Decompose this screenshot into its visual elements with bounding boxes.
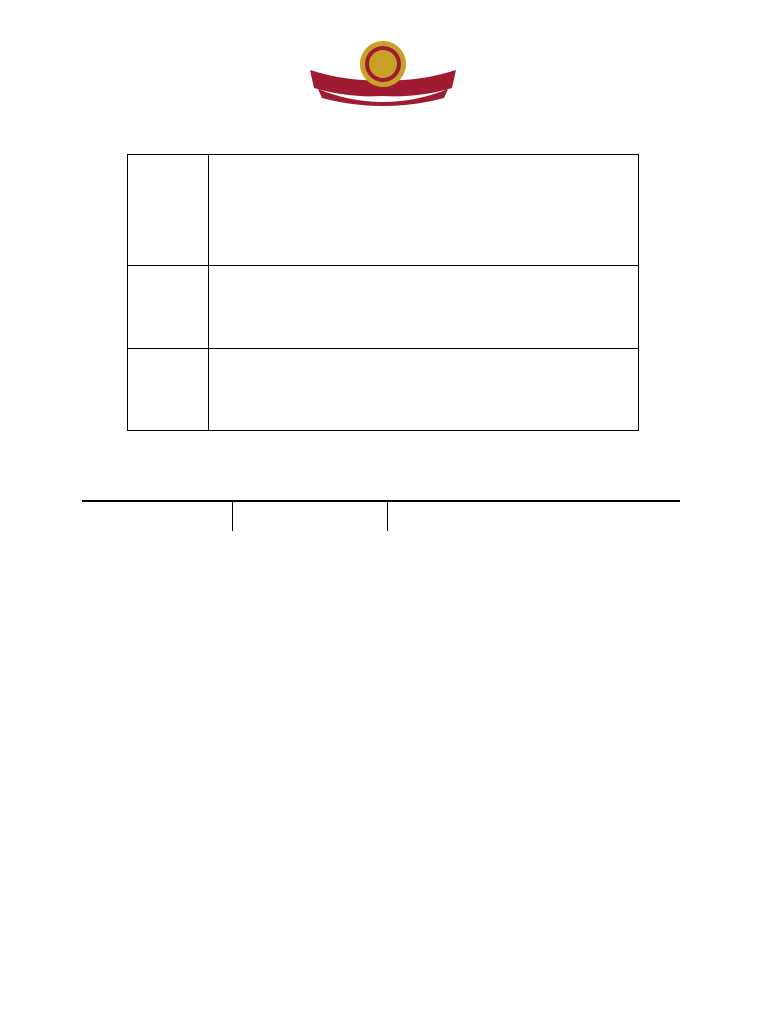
term-row	[128, 348, 638, 430]
term-label	[128, 349, 209, 430]
school-logo	[308, 40, 458, 106]
school-crest-icon	[308, 40, 458, 106]
header-day	[233, 501, 388, 531]
header-date	[83, 501, 233, 531]
term-label	[128, 155, 209, 265]
header-occasion	[388, 501, 679, 531]
term-dates-table	[127, 154, 639, 431]
public-holidays-table	[82, 500, 680, 502]
term-row	[128, 155, 638, 265]
term-label	[128, 266, 209, 348]
term-row	[128, 265, 638, 348]
table-header-row	[83, 501, 679, 531]
special-holiday-item	[115, 460, 138, 472]
